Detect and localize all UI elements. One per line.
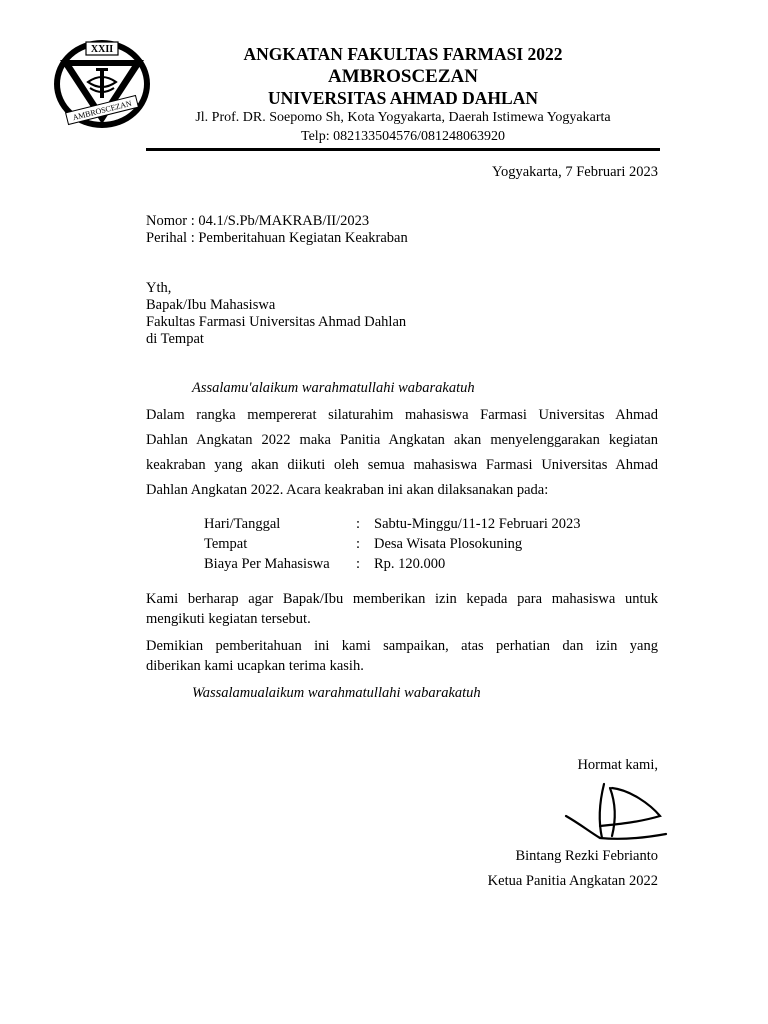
letterhead-phone: Telp: 082133504576/081248063920	[301, 129, 505, 144]
detail-value: Desa Wisata Plosokuning	[374, 536, 523, 552]
signer-name: Bintang Rezki Febrianto	[515, 848, 658, 864]
body-paragraph-3	[146, 636, 658, 676]
detail-label: Hari/Tanggal	[204, 516, 281, 532]
body-paragraph-1-line: keakraban yang akan diikuti oleh semua mahasiswa Farmasi Universitas Ahmad	[146, 457, 658, 473]
detail-label: Tempat	[204, 536, 248, 552]
detail-colon: :	[356, 536, 361, 552]
sign-off: Hormat kami,	[577, 757, 658, 773]
detail-label: Biaya Per Mahasiswa	[204, 556, 330, 572]
letterhead-divider	[146, 148, 660, 151]
body-paragraph-2	[146, 589, 658, 629]
body-paragraph-1	[146, 403, 658, 503]
opening-greeting: Assalamu'alaikum warahmatullahi wabarakatuh	[192, 380, 475, 396]
body-paragraph-1-line: Dahlan Angkatan 2022 maka Panitia Angkatan akan menyelenggarakan kegiatan	[146, 432, 658, 448]
detail-colon: :	[356, 556, 361, 572]
body-paragraph-2-line: Kami berharap agar Bapak/Ibu memberikan izin kepada para mahasiswa untuk	[146, 591, 658, 607]
detail-colon: :	[356, 516, 361, 532]
letterhead-address: Jl. Prof. DR. Soepomo Sh, Kota Yogyakarta, Daerah Istimewa Yogyakarta	[195, 110, 611, 125]
detail-value: Sabtu-Minggu/11-12 Februari 2023	[374, 516, 581, 532]
body-paragraph-2-line: mengikuti kegiatan tersebut.	[146, 611, 311, 627]
recipient-line4: di Tempat	[146, 331, 204, 347]
logo-text-top: XXII	[90, 44, 114, 55]
organization-logo	[52, 38, 152, 130]
body-paragraph-1-line: Dalam rangka mempererat silaturahim mahasiswa Farmasi Universitas Ahmad	[146, 407, 658, 423]
signer-title: Ketua Panitia Angkatan 2022	[487, 873, 658, 889]
letter-number: Nomor : 04.1/S.Pb/MAKRAB/II/2023	[146, 213, 370, 229]
closing-greeting: Wassalamualaikum warahmatullahi wabarakatuh	[192, 685, 481, 701]
letter-date: Yogyakarta, 7 Februari 2023	[491, 164, 658, 180]
letter-subject: Perihal : Pemberitahuan Kegiatan Keakraban	[146, 230, 408, 246]
handwritten-signature	[560, 780, 670, 842]
letterhead-line1: ANGKATAN FAKULTAS FARMASI 2022	[243, 44, 563, 64]
logo-text-bottom: AMBROSCEZAN	[71, 98, 133, 123]
body-paragraph-1-line: Dahlan Angkatan 2022. Acara keakraban ini akan dilaksanakan pada:	[146, 482, 549, 498]
recipient-line2: Bapak/Ibu Mahasiswa	[146, 297, 276, 313]
letterhead-line3: UNIVERSITAS AHMAD DAHLAN	[268, 88, 538, 108]
body-paragraph-3-line: Demikian pemberitahuan ini kami sampaikan, atas perhatian dan izin yang	[146, 638, 658, 654]
body-paragraph-3-line: diberikan kami ucapkan terima kasih.	[146, 658, 364, 674]
detail-value: Rp. 120.000	[374, 556, 446, 572]
letterhead-line2: AMBROSCEZAN	[328, 66, 478, 87]
recipient-line1: Yth,	[146, 280, 172, 296]
recipient-line3: Fakultas Farmasi Universitas Ahmad Dahlan	[146, 314, 407, 330]
